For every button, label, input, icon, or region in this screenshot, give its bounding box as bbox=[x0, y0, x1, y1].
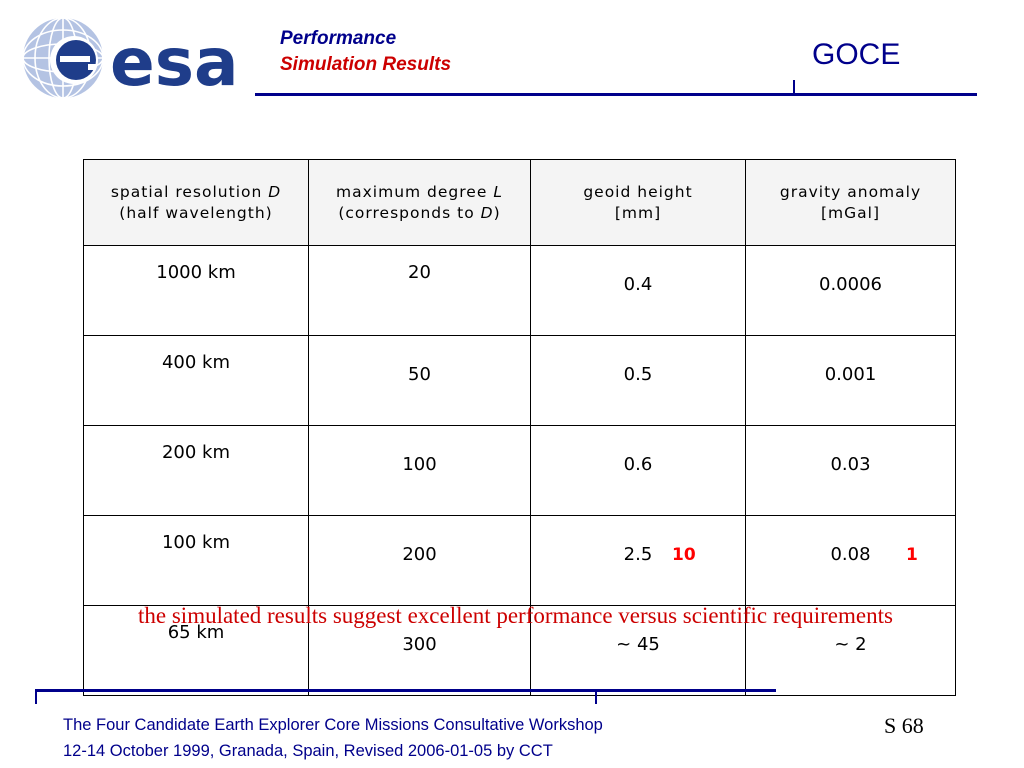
cell-resolution: 400 km bbox=[84, 336, 309, 426]
cell-gravity: 0.03 bbox=[746, 426, 956, 516]
footer-text bbox=[63, 712, 603, 764]
gravity-requirement: 1 bbox=[906, 545, 918, 565]
cell-resolution: 200 km bbox=[84, 426, 309, 516]
section-title-line2: Simulation Results bbox=[280, 54, 452, 75]
cell-gravity bbox=[746, 516, 956, 606]
header-rule-left bbox=[255, 93, 795, 96]
cell-degree: 50 bbox=[309, 336, 531, 426]
cell-resolution: 1000 km bbox=[84, 246, 309, 336]
section-title-line1: Performance bbox=[280, 28, 397, 49]
table-header-row bbox=[84, 160, 956, 246]
cell-resolution: 100 km bbox=[84, 516, 309, 606]
footer-rule-tick-mid bbox=[595, 690, 597, 704]
logo-globe-icon bbox=[23, 18, 103, 98]
footer-line2: 12-14 October 1999, Granada, Spain, Revised 2006-01-05 by CCT bbox=[63, 742, 553, 760]
header-rule-right bbox=[795, 93, 977, 96]
table-row bbox=[84, 336, 956, 426]
cell-degree: 200 bbox=[309, 516, 531, 606]
cell-degree: 100 bbox=[309, 426, 531, 516]
cell-geoid: 0.6 bbox=[531, 426, 746, 516]
header-gravity-anomaly: gravity anomaly [mGal] bbox=[746, 160, 956, 246]
header-geoid-height: geoid height [mm] bbox=[531, 160, 746, 246]
gravity-value: 0.08 bbox=[830, 544, 871, 565]
cell-degree: 300 bbox=[309, 606, 531, 696]
header-maximum-degree: maximum degree L (corresponds to D) bbox=[309, 160, 531, 246]
cell-geoid: 0.4 bbox=[531, 246, 746, 336]
cell-resolution: 65 km bbox=[84, 606, 309, 696]
conclusion-note: the simulated results suggest excellent performance versus scientific requirements bbox=[138, 603, 893, 628]
table-row bbox=[84, 246, 956, 336]
table-row bbox=[84, 516, 956, 606]
cell-gravity: ~ 2 bbox=[746, 606, 956, 696]
header-spatial-resolution: spatial resolution D (half wavelength) bbox=[84, 160, 309, 246]
slide-section-title bbox=[280, 26, 451, 78]
cell-degree: 20 bbox=[309, 246, 531, 336]
geoid-value: 2.5 bbox=[623, 544, 653, 565]
header-rule-tick bbox=[793, 80, 795, 94]
cell-geoid: 0.5 bbox=[531, 336, 746, 426]
footer-rule bbox=[35, 689, 776, 692]
geoid-requirement: 10 bbox=[672, 545, 696, 565]
mission-label: GOCE bbox=[812, 38, 901, 71]
page-number: S 68 bbox=[884, 713, 924, 738]
cell-gravity: 0.001 bbox=[746, 336, 956, 426]
cell-gravity: 0.0006 bbox=[746, 246, 956, 336]
footer-rule-tick-left bbox=[35, 690, 37, 704]
footer-line1: The Four Candidate Earth Explorer Core Missions Consultative Workshop bbox=[63, 716, 603, 734]
cell-geoid: ~ 45 bbox=[531, 606, 746, 696]
cell-geoid bbox=[531, 516, 746, 606]
table-row bbox=[84, 426, 956, 516]
logo-wordmark: esa bbox=[110, 24, 239, 101]
esa-logo bbox=[18, 12, 243, 102]
